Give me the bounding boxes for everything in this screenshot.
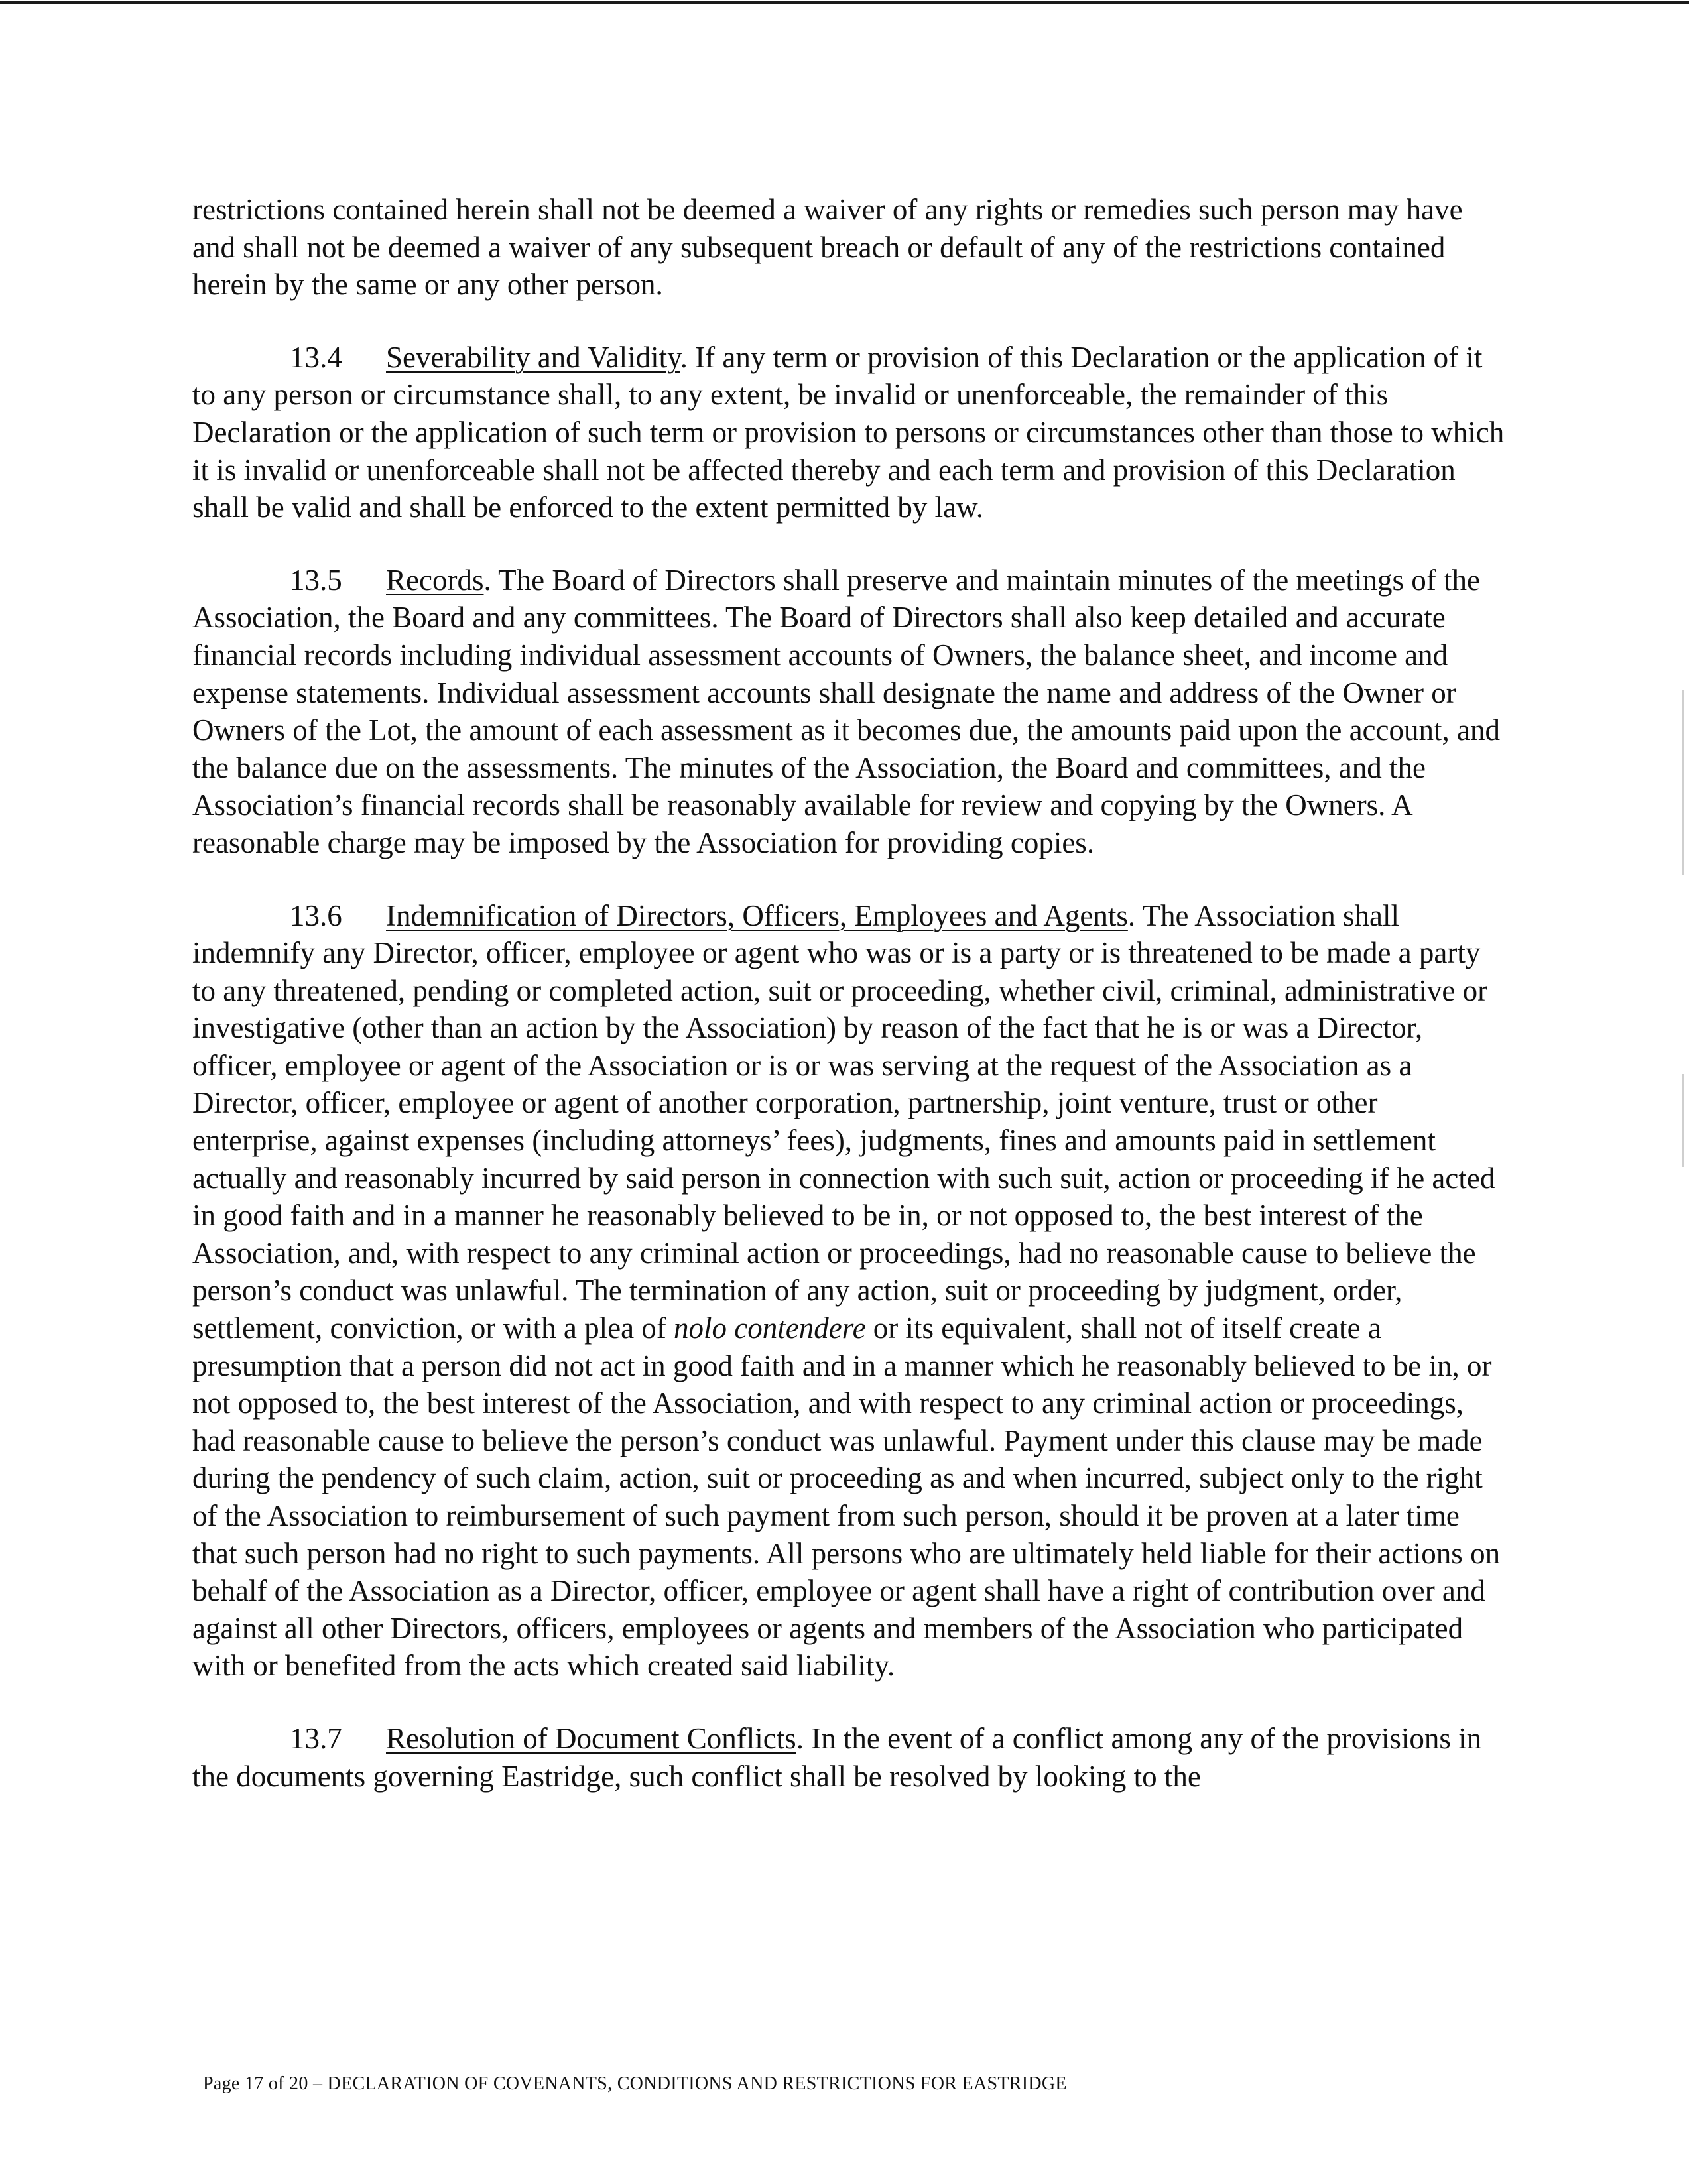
section-heading: Indemnification of Directors, Officers, Employees and Agents [386, 898, 1128, 932]
section-number: 13.5 [290, 563, 342, 597]
section-heading: Records [386, 563, 484, 597]
scan-edge-mark [1682, 1074, 1684, 1167]
section-text: If any term or provision of this Declaration or the application of it to any person or circumstance shall, to any extent, be invalid or unenforceable, the remainder of this Declaration or the application of such term or provision to persons or circumstances other than those to which it is invalid or unenforceable shall not be affected thereby and each term and provision of this Declaration shall be valid and shall be enforced to the extent permitted by law. [192, 340, 1505, 524]
section-13-7: 13.7 Resolution of Document Conflicts. In the event of a conflict among any of the provisions in the documents governing Eastridge, such conflict shall be resolved by looking to the [192, 1720, 1505, 1795]
section-heading: Resolution of Document Conflicts [386, 1721, 796, 1755]
section-number: 13.4 [290, 340, 342, 374]
section-13-5: 13.5 Records. The Board of Directors shall preserve and maintain minutes of the meetings of the Association, the Board and any committees. The Board of Directors shall also keep detailed and accurate financial records including individual assessment accounts of Owners, the balance sheet, and income and expense statements. Individual assessment accounts shall designate the name and address of the Owner or Owners of the Lot, the amount of each assessment as it becomes due, the amounts paid upon the account, and the balance due on the assessments. The minutes of the Association, the Board and committees, and the Association’s financial records shall be reasonably available for review and copying by the Owners. A reasonable charge may be imposed by the Association for providing copies. [192, 562, 1505, 862]
section-13-4: 13.4 Severability and Validity. If any term or provision of this Declaration or the application of it to any person or circumstance shall, to any extent, be invalid or unenforceable, the remainder of this Declaration or the application of such term or provision to persons or circumstances other than those to which it is invalid or unenforceable shall not be affected thereby and each term and provision of this Declaration shall be valid and shall be enforced to the extent permitted by law. [192, 339, 1505, 526]
page-footer [203, 2072, 1067, 2096]
section-number: 13.6 [290, 898, 342, 932]
section-number: 13.7 [290, 1721, 342, 1755]
continuation-text: restrictions contained herein shall not be deemed a waiver of any rights or remedies such person may have and shall not be deemed a waiver of any subsequent breach or default of any of the restrictions contained herein by the same or any other person. [192, 193, 1463, 302]
section-text: The Association shall indemnify any Director, officer, employee or agent who was or is a party or is threatened to be made a party to any threatened, pending or completed action, suit or proceeding, whether civil, criminal, administrative or investigative (other than an action by the Association) by reason of the fact that he is or was a Director, officer, employee or agent of the Association or is or was serving at the request of the Association as a Director, officer, employee or agent of another corporation, partnership, joint venture, trust or other enterprise, against expenses (including attorneys’ fees), judgments, fines and amounts paid in settlement actually and reasonably incurred by said person in connection with such suit, action or proceeding if he acted in good faith and in a manner he reasonably believed to be in, or not opposed to, the best interest of the Association, and, with respect to any criminal action or proceedings, had no reasonable cause to believe the person’s conduct was unlawful. The termination of any action, suit or proceeding by judgment, order, settlement, conviction, or with a plea of [192, 898, 1495, 1345]
scan-edge-mark [1682, 690, 1684, 875]
section-text: In the event of a conflict among any of the provisions in the documents governing Eastridge, such conflict shall be resolved by looking to the [192, 1721, 1482, 1793]
section-13-6: 13.6 Indemnification of Directors, Officers, Employees and Agents. The Association shall indemnify any Director, officer, employee or agent who was or is a party or is threatened to be made a party to any threatened, pending or completed action, suit or proceeding, whether civil, criminal, administrative or investigative (other than an action by the Association) by reason of the fact that he is or was a Director, officer, employee or agent of the Association or is or was serving at the request of the Association as a Director, officer, employee or agent of another corporation, partnership, joint venture, trust or other enterprise, against expenses (including attorneys’ fees), judgments, fines and amounts paid in settlement actually and reasonably incurred by said person in connection with such suit, action or proceeding if he acted in good faith and in a manner he reasonably believed to be in, or not opposed to, the best interest of the Association, and, with respect to any criminal action or proceedings, had no reasonable cause to believe the person’s conduct was unlawful. The termination of any action, suit or proceeding by judgment, order, settlement, conviction, or with a plea of nolo contendere or its equivalent, shall not of itself create a presumption that a person did not act in good faith and in a manner which he reasonably believed to be in, or not opposed to, the best interest of the Association, and with respect to any criminal action or proceedings, had reasonable cause to believe the person’s conduct was unlawful. Payment under this clause may be made during the pendency of such claim, action, suit or proceeding as and when incurred, subject only to the right of the Association to reimbursement of such payment from such person, should it be proven at a later time that such person had no right to such payments. All persons who are ultimately held liable for their actions on behalf of the Association as a Director, officer, employee or agent shall have a right of contribution over and against all other Directors, officers, employees or agents and members of the Association who participated with or benefited from the acts which created said liability. [192, 897, 1505, 1685]
continuation-paragraph [192, 191, 1505, 304]
scan-top-border [0, 1, 1689, 4]
document-body [192, 191, 1505, 1830]
section-heading: Severability and Validity [386, 340, 680, 374]
section-text: The Board of Directors shall preserve and maintain minutes of the meetings of the Association, the Board and any committees. The Board of Directors shall also keep detailed and accurate financial records including individual assessment accounts of Owners, the balance sheet, and income and expense statements. Individual assessment accounts shall designate the name and address of the Owner or Owners of the Lot, the amount of each assessment as it becomes due, the amounts paid upon the account, and the balance due on the assessments. The minutes of the Association, the Board and committees, and the Association’s financial records shall be reasonably available for review and copying by the Owners. A reasonable charge may be imposed by the Association for providing copies. [192, 563, 1500, 859]
section-text-continued: or its equivalent, shall not of itself create a presumption that a person did not act in good faith and in a manner which he reasonably believed to be in, or not opposed to, the best interest of the Association, and with respect to any criminal action or proceedings, had reasonable cause to believe the person’s conduct was unlawful. Payment under this clause may be made during the pendency of such claim, action, suit or proceeding as and when incurred, subject only to the right of the Association to reimbursement of such payment from such person, should it be proven at a later time that such person had no right to such payments. All persons who are ultimately held liable for their actions on behalf of the Association as a Director, officer, employee or agent shall have a right of contribution over and against all other Directors, officers, employees or agents and members of the Association who participated with or benefited from the acts which created said liability. [192, 1311, 1501, 1683]
latin-term: nolo contendere [674, 1311, 866, 1345]
footer-text: Page 17 of 20 – DECLARATION OF COVENANTS, CONDITIONS AND RESTRICTIONS FOR EASTRIDGE [203, 2073, 1067, 2094]
